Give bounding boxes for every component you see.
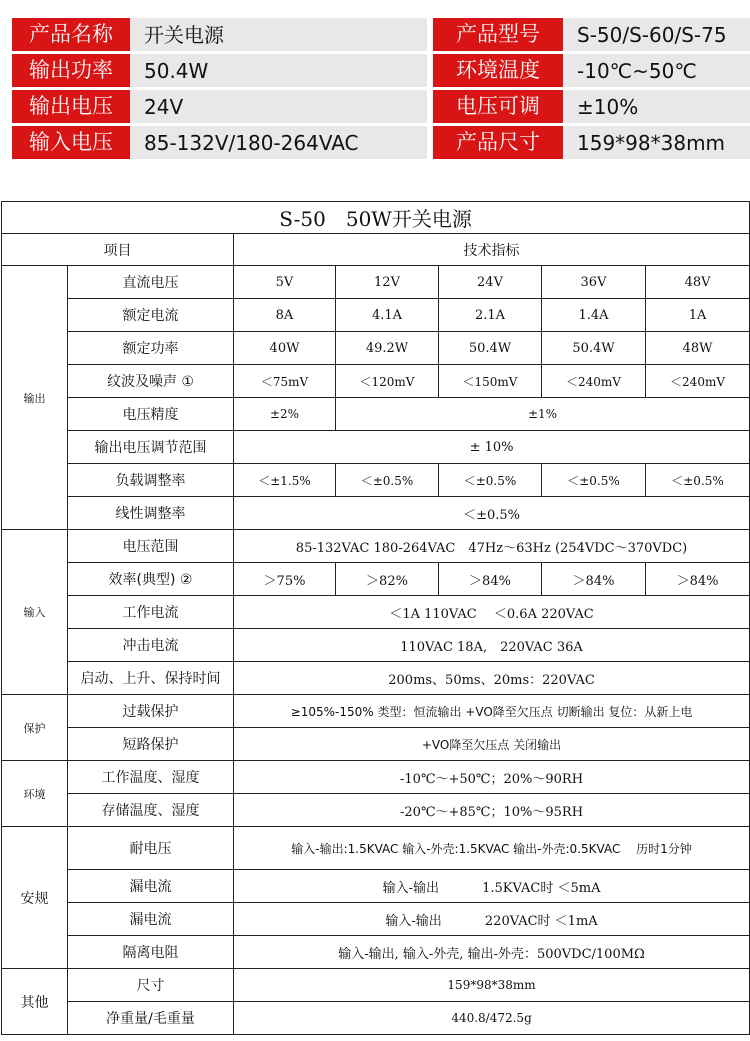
- cell-value: ＜150mV: [439, 365, 542, 398]
- cell-value: ＜±1.5%: [234, 464, 336, 497]
- table-row: [2, 629, 750, 662]
- row-label: 耐电压: [68, 827, 234, 870]
- cell-value: ＞75%: [234, 563, 336, 596]
- row-label: 负载调整率: [68, 464, 234, 497]
- cell-value: ±1%: [336, 398, 750, 431]
- table-row: [2, 332, 750, 365]
- row-label: 漏电流: [68, 903, 234, 936]
- info-row-name: [12, 18, 750, 53]
- cell-value: ±2%: [234, 398, 336, 431]
- row-label: 过载保护: [68, 695, 234, 728]
- row-label: 直流电压: [68, 266, 234, 299]
- info-label: 电压可调: [433, 90, 563, 123]
- cell-value: ≥105%-150% 类型：恒流输出 +VO降至欠压点 切断输出 复位：从新上电: [234, 695, 750, 728]
- cell-value: ＞84%: [439, 563, 542, 596]
- spec-table: [1, 201, 750, 1035]
- row-label: 冲击电流: [68, 629, 234, 662]
- table-title-row: [2, 202, 750, 234]
- row-label: 输出电压调节范围: [68, 431, 234, 464]
- row-label: 隔离电阻: [68, 936, 234, 969]
- row-label: 额定电流: [68, 299, 234, 332]
- cell-value: 85-132VAC 180-264VAC 47Hz～63Hz (254VDC～370VDC): [234, 530, 750, 563]
- table-row: [2, 870, 750, 903]
- category-output: 输出: [2, 266, 68, 530]
- row-label: 线性调整率: [68, 497, 234, 530]
- product-info-grid: [12, 18, 750, 162]
- cell-value: 24V: [439, 266, 542, 299]
- table-row: [2, 497, 750, 530]
- row-label: 电压精度: [68, 398, 234, 431]
- row-label: 启动、上升、保持时间: [68, 662, 234, 695]
- cell-value: ＜75mV: [234, 365, 336, 398]
- table-row: [2, 431, 750, 464]
- row-label: 尺寸: [68, 969, 234, 1002]
- info-value: 85-132V/180-264VAC: [130, 126, 427, 159]
- cell-value: 8A: [234, 299, 336, 332]
- category-input: 输入: [2, 530, 68, 695]
- cell-value: 5V: [234, 266, 336, 299]
- row-label: 净重量/毛重量: [68, 1002, 234, 1035]
- info-label: 产品尺寸: [433, 126, 563, 159]
- info-row-power: [12, 54, 750, 89]
- info-value: 50.4W: [130, 54, 427, 87]
- table-row: [2, 827, 750, 870]
- cell-value: 输入-输出:1.5KVAC 输入-外壳:1.5KVAC 输出-外壳:0.5KVAC 历时1分钟: [234, 827, 750, 870]
- category-env: 环境: [2, 761, 68, 827]
- info-label: 输入电压: [12, 126, 130, 159]
- cell-value: 50.4W: [439, 332, 542, 365]
- table-row: [2, 299, 750, 332]
- cell-value: ＜±0.5%: [336, 464, 439, 497]
- info-label: 产品型号: [433, 18, 563, 51]
- row-label: 工作电流: [68, 596, 234, 629]
- table-header-row: [2, 234, 750, 266]
- table-row: [2, 266, 750, 299]
- cell-value: 48V: [646, 266, 750, 299]
- cell-value: ＞84%: [646, 563, 750, 596]
- cell-value: 1.4A: [542, 299, 646, 332]
- cell-value: ＞84%: [542, 563, 646, 596]
- table-row: [2, 464, 750, 497]
- info-label: 环境温度: [433, 54, 563, 87]
- cell-value: 12V: [336, 266, 439, 299]
- cell-value: 40W: [234, 332, 336, 365]
- table-title: S-50 50W开关电源: [2, 202, 750, 234]
- cell-value: -10℃～+50℃；20%～90RH: [234, 761, 750, 794]
- table-row: [2, 761, 750, 794]
- cell-value: 159*98*38mm: [234, 969, 750, 1002]
- table-row: [2, 969, 750, 1002]
- table-row: [2, 596, 750, 629]
- cell-value: ＜±0.5%: [234, 497, 750, 530]
- cell-value: ＜±0.5%: [646, 464, 750, 497]
- cell-value: 36V: [542, 266, 646, 299]
- row-label: 短路保护: [68, 728, 234, 761]
- cell-value: 200ms、50ms、20ms：220VAC: [234, 662, 750, 695]
- row-label: 存储温度、湿度: [68, 794, 234, 827]
- table-row: [2, 695, 750, 728]
- category-safety: 安规: [2, 827, 68, 969]
- info-value: 159*98*38mm: [563, 126, 750, 159]
- cell-value: +VO降至欠压点 关闭输出: [234, 728, 750, 761]
- row-label: 纹波及噪声 ①: [68, 365, 234, 398]
- row-label: 电压范围: [68, 530, 234, 563]
- cell-value: 输入-输出 220VAC时 ＜1mA: [234, 903, 750, 936]
- cell-value: 2.1A: [439, 299, 542, 332]
- row-label: 工作温度、湿度: [68, 761, 234, 794]
- table-row: [2, 398, 750, 431]
- table-row: [2, 728, 750, 761]
- info-value: 开关电源: [130, 18, 427, 51]
- cell-value: 50.4W: [542, 332, 646, 365]
- cell-value: ＜240mV: [646, 365, 750, 398]
- cell-value: 110VAC 18A, 220VAC 36A: [234, 629, 750, 662]
- table-row: [2, 365, 750, 398]
- info-value: -10℃~50℃: [563, 54, 750, 87]
- cell-value: -20℃～+85℃；10%～95RH: [234, 794, 750, 827]
- cell-value: ＜±0.5%: [439, 464, 542, 497]
- table-row: [2, 903, 750, 936]
- info-label: 输出电压: [12, 90, 130, 123]
- cell-value: 48W: [646, 332, 750, 365]
- cell-value: ＜1A 110VAC ＜0.6A 220VAC: [234, 596, 750, 629]
- cell-value: 输入-输出 1.5KVAC时 ＜5mA: [234, 870, 750, 903]
- table-row: [2, 662, 750, 695]
- table-row: [2, 563, 750, 596]
- cell-value: ＞82%: [336, 563, 439, 596]
- cell-value: ＜±0.5%: [542, 464, 646, 497]
- info-label: 输出功率: [12, 54, 130, 87]
- row-label: 漏电流: [68, 870, 234, 903]
- header-item: 项目: [2, 234, 234, 266]
- cell-value: ＜240mV: [542, 365, 646, 398]
- cell-value: 输入-输出, 输入-外壳, 输出-外壳：500VDC/100MΩ: [234, 936, 750, 969]
- cell-value: ± 10%: [234, 431, 750, 464]
- cell-value: 440.8/472.5g: [234, 1002, 750, 1035]
- cell-value: 49.2W: [336, 332, 439, 365]
- category-other: 其他: [2, 969, 68, 1035]
- info-row-input: [12, 126, 750, 161]
- info-row-voltage: [12, 90, 750, 125]
- cell-value: ＜120mV: [336, 365, 439, 398]
- row-label: 效率(典型) ②: [68, 563, 234, 596]
- info-value: ±10%: [563, 90, 750, 123]
- row-label: 额定功率: [68, 332, 234, 365]
- cell-value: 4.1A: [336, 299, 439, 332]
- category-protect: 保护: [2, 695, 68, 761]
- info-label: 产品名称: [12, 18, 130, 51]
- table-row: [2, 936, 750, 969]
- info-value: S-50/S-60/S-75: [563, 18, 750, 51]
- table-row: [2, 794, 750, 827]
- table-row: [2, 1002, 750, 1035]
- table-row: [2, 530, 750, 563]
- header-spec: 技术指标: [234, 234, 750, 266]
- info-value: 24V: [130, 90, 427, 123]
- cell-value: 1A: [646, 299, 750, 332]
